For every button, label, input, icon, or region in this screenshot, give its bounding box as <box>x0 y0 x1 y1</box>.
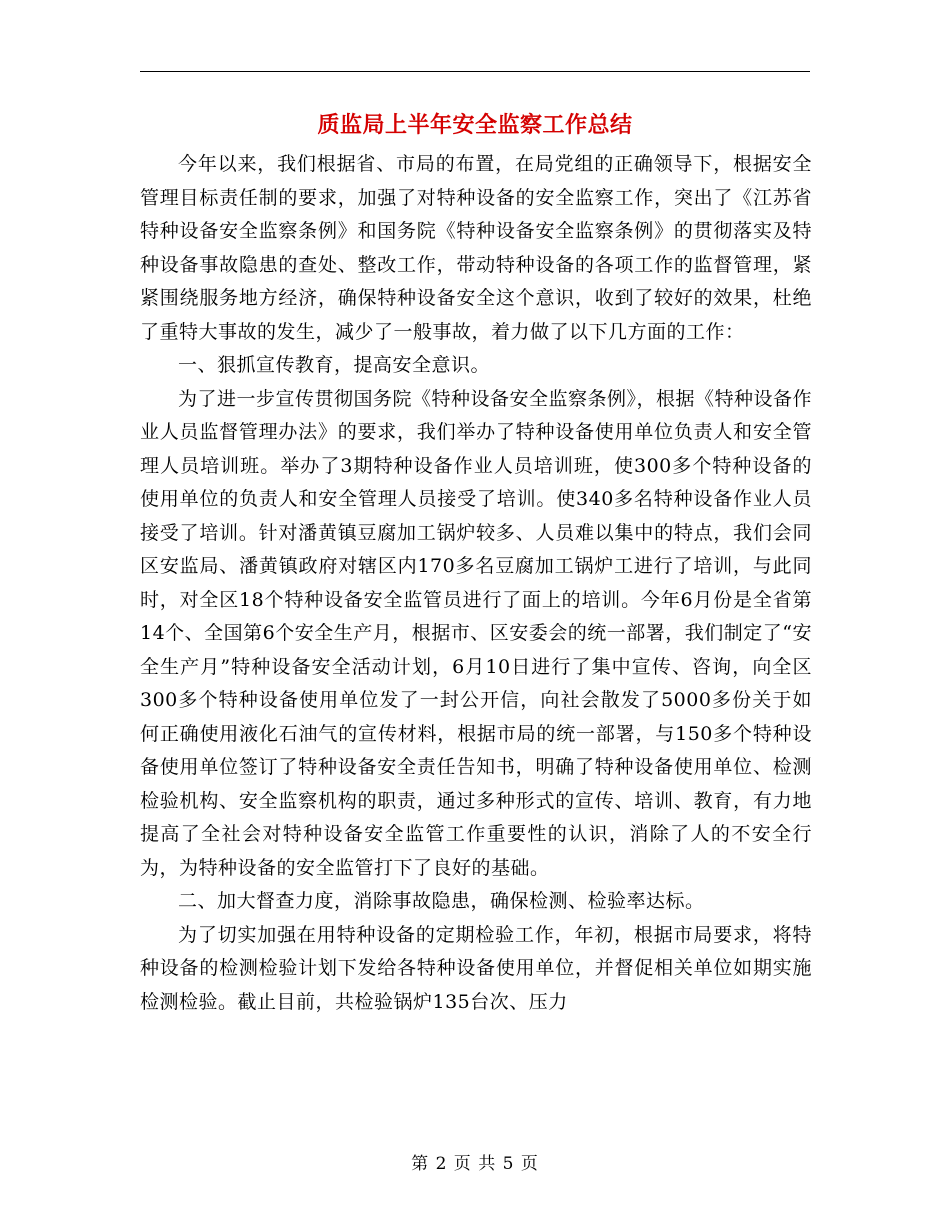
paragraph: 为了进一步宣传贯彻国务院《特种设备安全监察条例》，根据《特种设备作业人员监督管理办法》的要求，我们举办了特种设备使用单位负责人和安全管理人员培训班。举办了3期特种设备作业人员培训班，使300多个特种设备的使用单位的负责人和安全管理人员接受了培训。使340多名特种设备作业人员接受了培训。针对潘黄镇豆腐加工锅炉较多、人员难以集中的特点，我们会同区安监局、潘黄镇政府对辖区内170多名豆腐加工锅炉工进行了培训，与此同时，对全区18个特种设备安全监管员进行了面上的培训。今年6月份是全省第14个、全国第6个安全生产月，根据市、区安委会的统一部署，我们制定了“安全生产月”特种设备安全活动计划，6月10日进行了集中宣传、咨询，向全区300多个特种设备使用单位发了一封公开信，向社会散发了5000多份关于如何正确使用液化石油气的宣传材料，根据市局的统一部署，与150多个特种设备使用单位签订了特种设备安全责任告知书，明确了特种设备使用单位、检测检验机构、安全监察机构的职责，通过多种形式的宣传、培训、教育，有力地提高了全社会对特种设备安全监管工作重要性的认识，消除了人的不安全行为，为特种设备的安全监管打下了良好的基础。 <box>140 387 813 879</box>
paragraph: 为了切实加强在用特种设备的定期检验工作，年初，根据市局要求，将特种设备的检测检验计划下发给各特种设备使用单位，并督促相关单位如期实施检测检验。截止目前，共检验锅炉135台次、压力 <box>140 923 812 1013</box>
section-heading: 一、狠抓宣传教育，提高安全意识。 <box>178 354 491 376</box>
page-number-footer: 第 2 页 共 5 页 <box>411 1154 539 1174</box>
section-heading: 二、加大督查力度，消除事故隐患，确保检测、检验率达标。 <box>178 890 705 912</box>
document-title: 质监局上半年安全监察工作总结 <box>317 112 633 138</box>
document-body <box>140 148 812 1019</box>
paragraph: 今年以来，我们根据省、市局的布置，在局党组的正确领导下，根据安全管理目标责任制的要求，加强了对特种设备的安全监察工作，突出了《江苏省特种设备安全监察条例》和国务院《特种设备安全监察条例》的贯彻落实及特种设备事故隐患的查处、整改工作，带动特种设备的各项工作的监督管理，紧紧围绕服务地方经济，确保特种设备安全这个意识，收到了较好的效果，杜绝了重特大事故的发生，减少了一般事故，着力做了以下几方面的工作： <box>140 153 812 343</box>
header-rule <box>140 71 810 72</box>
